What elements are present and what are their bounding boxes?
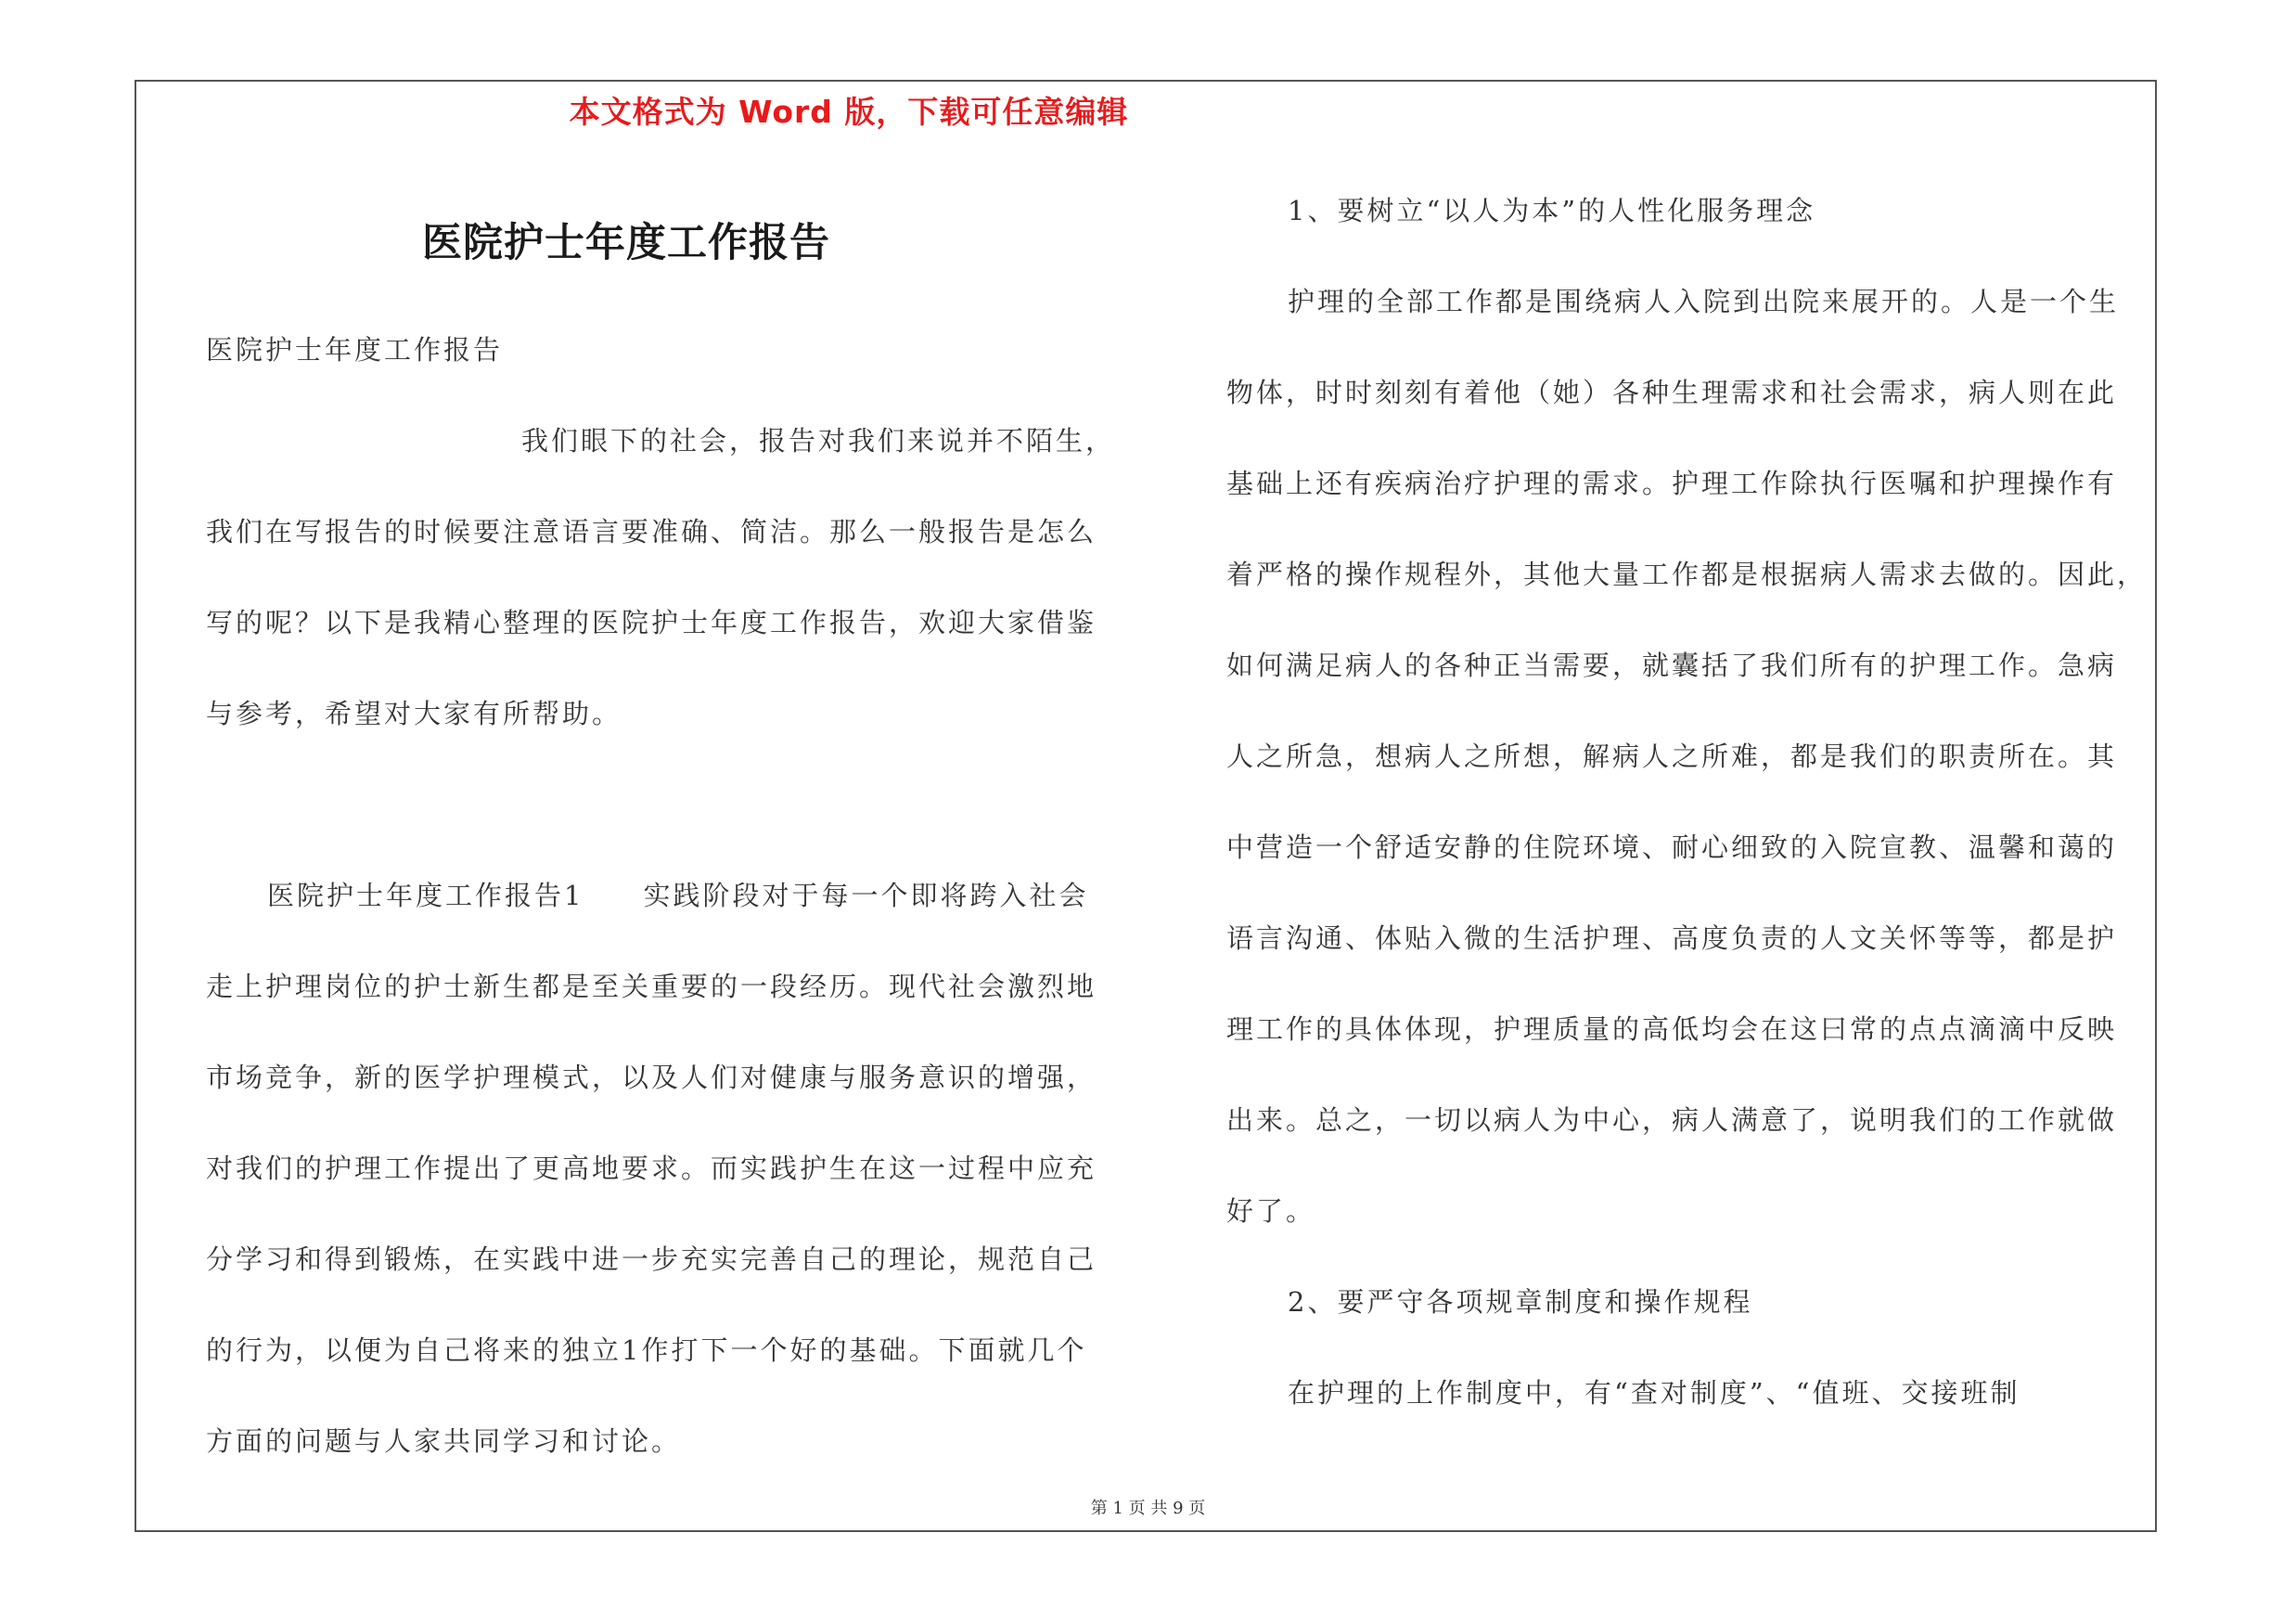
left-line: 我们眼下的社会，报告对我们来说并不陌生， (521, 425, 1116, 457)
right-line: 人之所急，想病人之所想，解病人之所难，都是我们的职责所在。其 (1226, 741, 2118, 772)
editable-banner: 本文格式为 Word 版，下载可任意编辑 (569, 94, 1129, 130)
left-line: 医院护士年度工作报告1 实践阶段对于每一个即将跨入社会 (267, 880, 1089, 911)
left-line: 走上护理岗位的护士新生都是至关重要的一段经历。现代社会激烈地 (206, 971, 1097, 1002)
right-line: 基础上还有疾病治疗护理的需求。护理工作除执行医嘱和护理操作有 (1226, 468, 2118, 499)
right-line: 2、要严守各项规章制度和操作规程 (1288, 1286, 1753, 1318)
page-number: 第 1 页 共 9 页 (1090, 1499, 1206, 1518)
right-line: 在护理的上作制度中，有“查对制度”、“值班、交接班制 (1288, 1377, 2020, 1409)
right-line: 理工作的具体体现，护理质量的高低均会在这曰常的点点滴滴中反映 (1226, 1013, 2118, 1045)
left-line: 写的呢？以下是我精心整理的医院护士年度工作报告，欢迎大家借鉴 (206, 607, 1097, 638)
left-line: 与参考，希望对大家有所帮助。 (206, 698, 622, 729)
right-line: 好了。 (1226, 1195, 1316, 1227)
right-line: 护理的全部工作都是围绕病人入院到出院来展开的。人是一个生 (1288, 286, 2120, 317)
left-line: 对我们的护理工作提出了更高地要求。而实践护生在这一过程中应充 (206, 1153, 1097, 1184)
left-line: 医院护士年度工作报告 (206, 334, 504, 366)
left-line: 分学习和得到锻炼，在实践中进一步充实完善自己的理论，规范自己 (206, 1243, 1097, 1275)
left-line: 市场竞争，新的医学护理模式，以及人们对健康与服务意识的增强， (206, 1062, 1097, 1093)
right-line: 出来。总之，一切以病人为中心，病人满意了，说明我们的工作就做 (1226, 1104, 2118, 1136)
document-title: 医院护士年度工作报告 (422, 220, 830, 266)
left-column (206, 304, 1143, 1487)
right-line: 中营造一个舒适安静的住院环境、耐心细致的入院宣教、温馨和蔼的 (1226, 831, 2118, 863)
right-column (1226, 165, 2154, 1438)
right-line: 1、要树立“以人为本”的人性化服务理念 (1288, 195, 1816, 226)
left-line: 我们在写报告的时候要注意语言要准确、简洁。那么一般报告是怎么 (206, 516, 1097, 547)
right-line: 着严格的操作规程外，其他大量工作都是根据病人需求去做的。因此， (1226, 559, 2148, 590)
right-line: 如何满足病人的各种正当需要，就囊括了我们所有的护理工作。急病 (1226, 650, 2118, 681)
left-line (206, 759, 1143, 850)
right-line: 物体，时时刻刻有着他（她）各种生理需求和社会需求，病人则在此 (1226, 377, 2118, 408)
left-line: 的行为，以便为自己将来的独立1作打下一个好的基础。下面就几个 (206, 1334, 1087, 1366)
right-line: 语言沟通、体贴入微的生活护理、高度负责的人文关怀等等，都是护 (1226, 922, 2118, 954)
left-line: 方面的问题与人家共同学习和讨论。 (206, 1425, 682, 1457)
